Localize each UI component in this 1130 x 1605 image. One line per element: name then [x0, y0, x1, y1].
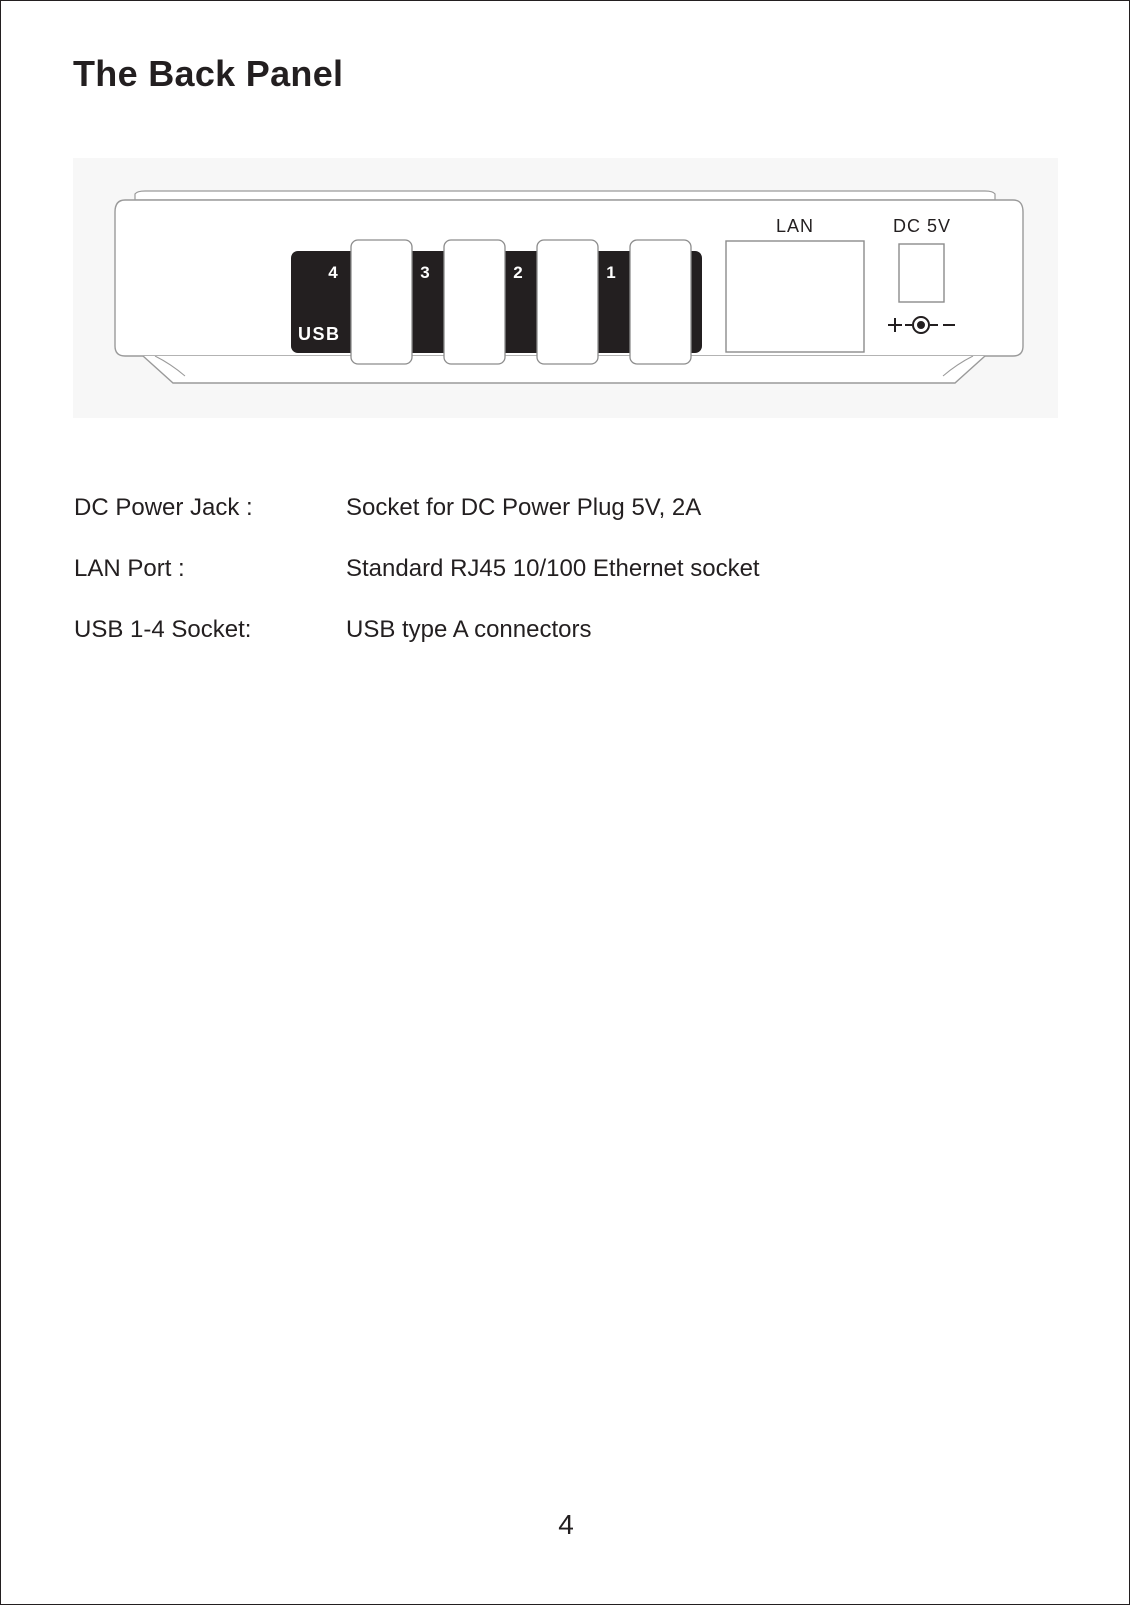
page-title: The Back Panel: [73, 53, 344, 94]
dc-label: DC 5V: [892, 216, 952, 236]
spec-list: [74, 494, 1074, 677]
spec-row-dc-power-jack: [74, 494, 1074, 555]
usb-port-number-1: 1: [606, 263, 616, 282]
spec-description: Socket for DC Power Plug 5V, 2A: [346, 494, 702, 521]
spec-description: Standard RJ45 10/100 Ethernet socket: [346, 555, 760, 582]
usb-port-number-3: 3: [420, 263, 430, 282]
usb-port-number-4: 4: [328, 263, 338, 282]
spec-label: DC Power Jack :: [74, 494, 253, 521]
spec-description: USB type A connectors: [346, 616, 592, 643]
usb-group-label: USB: [298, 324, 341, 344]
spec-label: LAN Port :: [74, 555, 185, 582]
page-number: 4: [558, 1509, 574, 1540]
usb-socket-1: [630, 240, 691, 364]
spec-label: USB 1-4 Socket:: [74, 616, 252, 643]
usb-port-number-2: 2: [513, 263, 523, 282]
usb-socket-2: [537, 240, 598, 364]
dc-power-jack: [899, 244, 944, 302]
back-panel-illustration: [73, 158, 1058, 418]
device-top-rim: [135, 191, 995, 200]
usb-socket-3: [444, 240, 505, 364]
spec-row-usb-socket: [74, 616, 1074, 677]
lan-port: [726, 241, 864, 352]
usb-socket-4: [351, 240, 412, 364]
spec-row-lan-port: [74, 555, 1074, 616]
lan-label: LAN: [775, 216, 815, 236]
